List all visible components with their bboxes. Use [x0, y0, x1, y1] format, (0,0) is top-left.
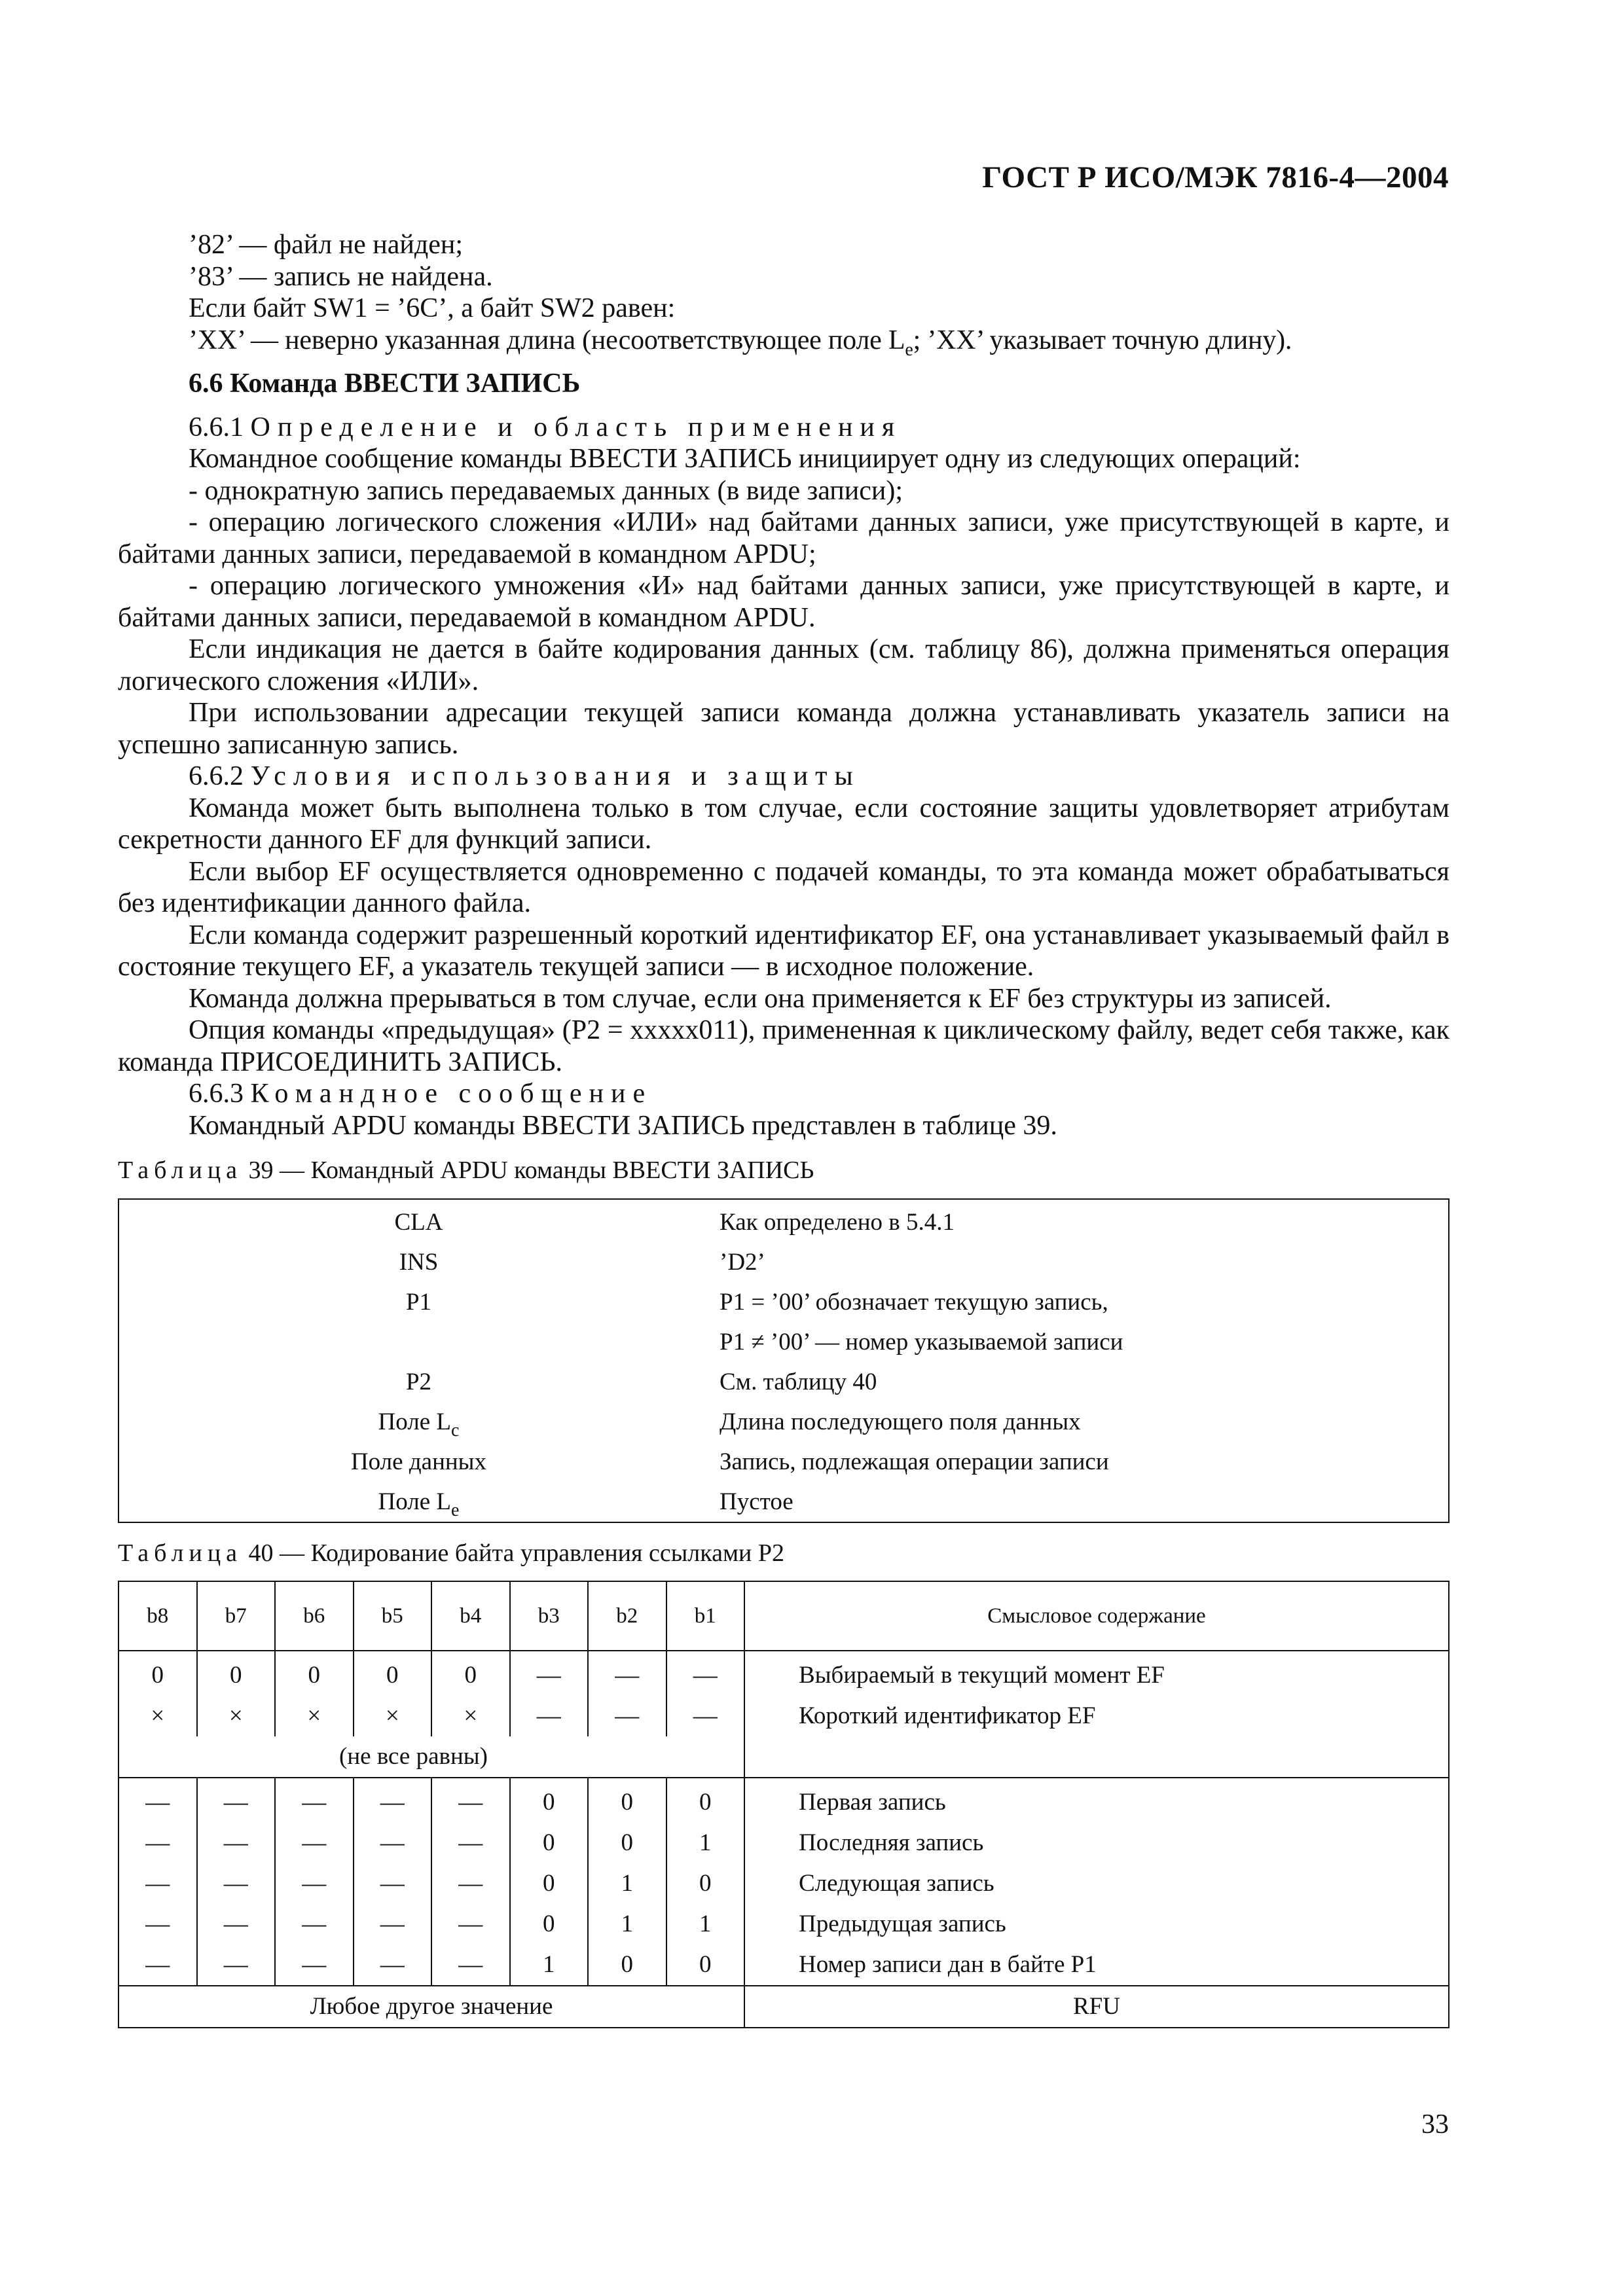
paragraph: Если команда содержит разрешенный короткий идентификатор EF, она устанавливает указываемый файл в состояние текущего EF, а указатель текущей записи — в исходное положение.: [118, 920, 1450, 982]
paragraph: - однократную запись передаваемых данных (в виде записи);: [189, 475, 903, 506]
bit-cell: ×: [197, 1696, 276, 1736]
bit-cell: —: [197, 1778, 276, 1823]
table-header-row: [119, 1581, 1449, 1651]
table-cell-value: Длина последующего поля данных: [720, 1408, 1081, 1435]
bit-cell: —: [119, 1823, 197, 1863]
table-cell-field: P1: [405, 1288, 432, 1316]
table-cell-value: P1 = ’00’ обозначает текущую запись,: [720, 1288, 1108, 1316]
bit-cell: —: [431, 1904, 510, 1945]
bit-cell: —: [119, 1778, 197, 1823]
bit-cell: 0: [197, 1651, 276, 1696]
paragraph: Команда должна прерываться в том случае, если она применяется к EF без структуры из записей.: [189, 983, 1332, 1014]
bit-cell: 0: [666, 1778, 745, 1823]
bit-cell: —: [119, 1904, 197, 1945]
paragraph: Командное сообщение команды ВВЕСТИ ЗАПИСЬ инициирует одну из следующих операций:: [189, 444, 1301, 474]
section-heading: 6.6 Команда ВВЕСТИ ЗАПИСЬ: [189, 368, 581, 399]
paragraph: Если индикация не дается в байте кодирования данных (см. таблицу 86), должна применяться операция логического сложения «ИЛИ».: [118, 634, 1450, 696]
table-39: [118, 1198, 1450, 1523]
meaning-cell: Короткий идентификатор EF: [744, 1696, 1449, 1736]
bit-cell: 0: [588, 1945, 666, 1986]
meaning-cell: Последняя запись: [744, 1823, 1449, 1863]
note-cell: (не все равны): [119, 1736, 744, 1778]
bit-cell: 0: [588, 1823, 666, 1863]
bit-cell: —: [197, 1823, 276, 1863]
table-row-last: [119, 1986, 1449, 2028]
bit-cell: —: [119, 1945, 197, 1986]
bit-cell: —: [510, 1696, 589, 1736]
table-row: [119, 1442, 1449, 1482]
bit-cell: —: [510, 1651, 589, 1696]
bit-cell: —: [666, 1696, 745, 1736]
bit-cell: 0: [275, 1651, 354, 1696]
bit-cell: —: [197, 1945, 276, 1986]
table-row: [119, 1282, 1449, 1322]
table-cell-field: Поле $L_c$: [378, 1408, 460, 1441]
bit-cell: —: [197, 1904, 276, 1945]
table-row: [119, 1651, 1449, 1696]
table-row: [119, 1242, 1449, 1282]
paragraph: Если байт SW1 = ’6С’, а байт SW2 равен:: [189, 293, 676, 323]
table-cell-value: Пустое: [720, 1488, 793, 1515]
subsection-heading: 6.6.3 Командное сообщение: [189, 1079, 653, 1109]
bit-cell: —: [431, 1863, 510, 1904]
document-header: ГОСТ Р ИСО/МЭК 7816-4—2004: [982, 160, 1449, 194]
bit-cell: 1: [588, 1863, 666, 1904]
bit-cell: —: [119, 1863, 197, 1904]
bit-cell: —: [431, 1945, 510, 1986]
bit-cell: —: [431, 1778, 510, 1823]
bit-cell: 0: [666, 1945, 745, 1986]
table-row: [119, 1362, 1449, 1402]
table-cell-value: Запись, подлежащая операции записи: [720, 1448, 1109, 1475]
bit-cell: ×: [431, 1696, 510, 1736]
column-header: b8: [119, 1581, 197, 1651]
bit-cell: ×: [354, 1696, 432, 1736]
bit-cell: 0: [510, 1863, 589, 1904]
bit-cell: 0: [119, 1651, 197, 1696]
bit-cell: 1: [588, 1904, 666, 1945]
bit-cell: —: [354, 1823, 432, 1863]
table-row: [119, 1945, 1449, 1986]
paragraph: - операцию логического умножения «И» над байтами данных записи, уже присутствующей в карте, и байтами данных записи, передаваемой в командном APDU.: [118, 571, 1450, 633]
bit-cell: —: [275, 1823, 354, 1863]
meaning-cell: Следующая запись: [744, 1863, 1449, 1904]
other-values-cell: Любое другое значение: [119, 1986, 744, 2028]
bit-cell: 0: [510, 1823, 589, 1863]
meaning-cell: [744, 1736, 1449, 1778]
bit-cell: 1: [510, 1945, 589, 1986]
column-header: b1: [666, 1581, 745, 1651]
table-row: [119, 1199, 1449, 1242]
table-row: [119, 1904, 1449, 1945]
table-cell-field: P2: [405, 1368, 432, 1395]
document-body: [118, 229, 1450, 2028]
bit-cell: 0: [354, 1651, 432, 1696]
page-number: 33: [1421, 2109, 1449, 2140]
paragraph: - операцию логического сложения «ИЛИ» над байтами данных записи, уже присутствующей в карте, и байтами данных записи, передаваемой в командном APDU;: [118, 507, 1450, 569]
paragraph: Опция команды «предыдущая» (Р2 = ххххх011), примененная к циклическому файлу, ведет себя также, как команда ПРИСОЕДИНИТЬ ЗАПИСЬ.: [118, 1015, 1450, 1077]
table-cell-value: Как определено в 5.4.1: [720, 1208, 955, 1236]
bit-cell: —: [275, 1945, 354, 1986]
paragraph: Команда может быть выполнена только в том случае, если состояние защиты удовлетворяет атрибутам секретности данного EF для функций записи.: [118, 793, 1450, 855]
table-cell-value: P1 ≠ ’00’ — номер указываемой записи: [720, 1328, 1123, 1355]
bit-cell: —: [354, 1863, 432, 1904]
table-row: [119, 1322, 1449, 1362]
meaning-cell: Предыдущая запись: [744, 1904, 1449, 1945]
table-cell-value: ’D2’: [720, 1248, 765, 1276]
table-row: [119, 1696, 1449, 1736]
bit-cell: —: [354, 1778, 432, 1823]
meaning-cell: Выбираемый в текущий момент EF: [744, 1651, 1449, 1696]
table-cell-field: [119, 1322, 718, 1362]
bit-cell: 0: [588, 1778, 666, 1823]
bit-cell: —: [354, 1945, 432, 1986]
table-row: [119, 1482, 1449, 1522]
column-header: b5: [354, 1581, 432, 1651]
table-cell-field: Поле $L_e$: [378, 1488, 460, 1520]
paragraph: ’ХХ’ — неверно указанная длина (несоответствующее поле $L_e$; ’ХХ’ указывает точную длину).: [189, 325, 1292, 360]
table-row: [119, 1823, 1449, 1863]
meaning-cell: Номер записи дан в байте Р1: [744, 1945, 1449, 1986]
table-row: [119, 1402, 1449, 1442]
paragraph: Если выбор EF осуществляется одновременно с подачей команды, то эта команда может обрабатываться без идентификации данного файла.: [118, 856, 1450, 918]
bit-cell: —: [275, 1778, 354, 1823]
table39-caption: Таблица 39 — Командный APDU команды ВВЕСТИ ЗАПИСЬ: [118, 1157, 814, 1184]
rfu-cell: RFU: [744, 1986, 1449, 2028]
bit-cell: —: [275, 1863, 354, 1904]
bit-cell: —: [197, 1863, 276, 1904]
table-row: [119, 1778, 1449, 1823]
table-40: [118, 1581, 1450, 2028]
bit-cell: —: [666, 1651, 745, 1696]
paragraph: ’82’ — файл не найден;: [189, 230, 464, 260]
paragraph: ’83’ — запись не найдена.: [189, 261, 493, 292]
bit-cell: 0: [431, 1651, 510, 1696]
bit-cell: 0: [510, 1778, 589, 1823]
bit-cell: 0: [666, 1863, 745, 1904]
table40-caption: Таблица 40 — Кодирование байта управления ссылками Р2: [118, 1539, 784, 1567]
bit-cell: 1: [666, 1904, 745, 1945]
bit-cell: —: [588, 1651, 666, 1696]
bit-cell: ×: [275, 1696, 354, 1736]
column-header: b3: [510, 1581, 589, 1651]
column-header: b7: [197, 1581, 276, 1651]
bit-cell: —: [275, 1904, 354, 1945]
table-cell-field: CLA: [394, 1208, 443, 1236]
bit-cell: 1: [666, 1823, 745, 1863]
paragraph: Командный APDU команды ВВЕСТИ ЗАПИСЬ представлен в таблице 39.: [189, 1110, 1057, 1141]
table-cell-field: Поле данных: [350, 1448, 487, 1475]
bit-cell: 0: [510, 1904, 589, 1945]
meaning-cell: Первая запись: [744, 1778, 1449, 1823]
table-cell-field: INS: [399, 1248, 439, 1276]
column-header: b2: [588, 1581, 666, 1651]
column-header: Смысловое содержание: [744, 1581, 1449, 1651]
bit-cell: —: [354, 1904, 432, 1945]
subsection-heading: 6.6.2 Условия использования и защиты: [189, 761, 860, 791]
subsection-heading: 6.6.1 Определение и область применения: [189, 412, 902, 442]
column-header: b6: [275, 1581, 354, 1651]
table-row-note: [119, 1736, 1449, 1778]
paragraph: При использовании адресации текущей записи команда должна устанавливать указатель записи на успешно записанную запись.: [118, 698, 1450, 760]
table-row: [119, 1863, 1449, 1904]
table-cell-value: См. таблицу 40: [720, 1368, 877, 1395]
column-header: b4: [431, 1581, 510, 1651]
bit-cell: ×: [119, 1696, 197, 1736]
bit-cell: —: [588, 1696, 666, 1736]
bit-cell: —: [431, 1823, 510, 1863]
